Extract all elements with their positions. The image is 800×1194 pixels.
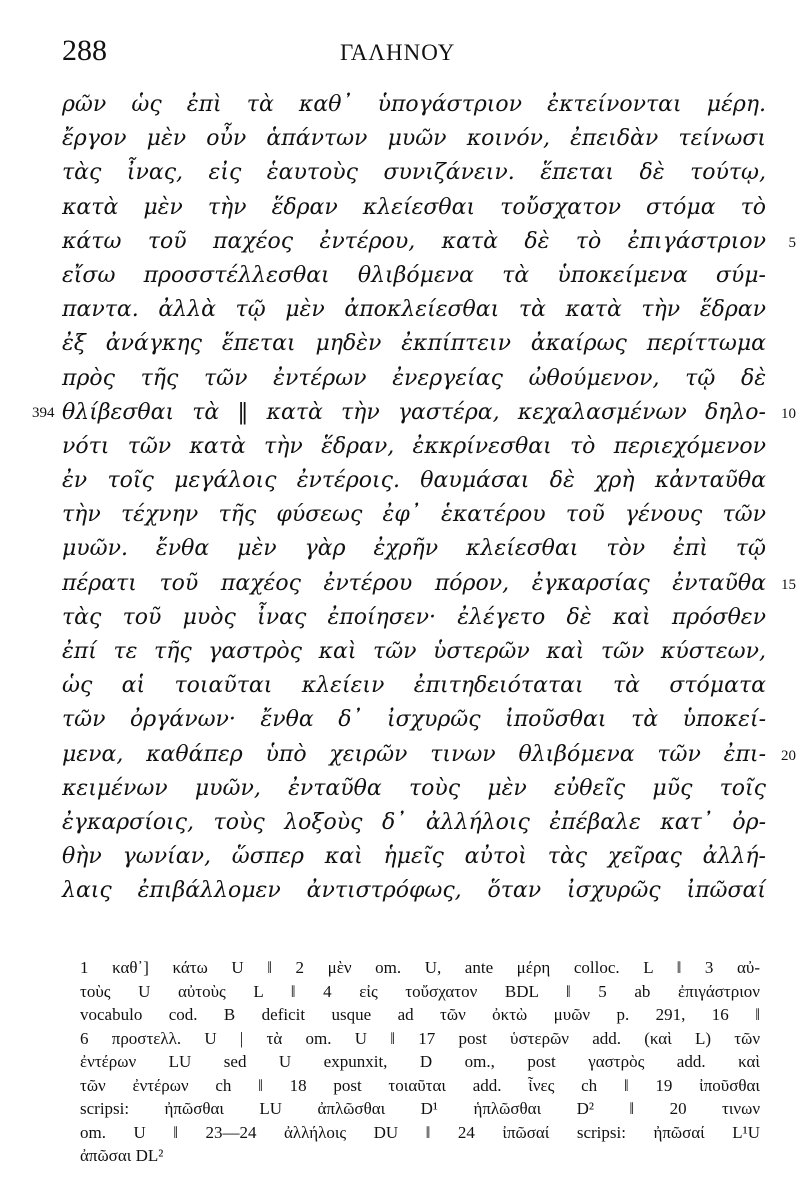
line-text: μενα, καθάπερ ὑπὸ χειρῶν τινων θλιβόμενα τῶν ἐπι- bbox=[62, 741, 766, 767]
footnote-line: om. U ‖ 23—24 ἀλλήλοις DU ‖ 24 ἰπῶσαί scripsi: ἠπῶσαί L¹U bbox=[80, 1122, 760, 1142]
footnote-line: τοὺς U αὐτοὺς L ‖ 4 εἰς τοὔσχατον BDL ‖ 5 ab ἐπιγάστριον bbox=[80, 981, 760, 1001]
text-line bbox=[62, 840, 766, 874]
footnote-line: 6 προστελλ. U | τὰ om. U ‖ 17 post ὑστερῶν add. (καὶ L) τῶν bbox=[80, 1028, 760, 1048]
line-text: νότι τῶν κατὰ τὴν ἕδραν, ἐκκρίνεσθαι τὸ περιεχόμενον bbox=[62, 433, 766, 459]
text-line bbox=[32, 396, 796, 430]
footnote-line: τῶν ἐντέρων ch ‖ 18 post τοιαῦται add. ἶνες ch ‖ 19 ἰποῦσθαι bbox=[80, 1075, 760, 1095]
line-text: ὡς αἱ τοιαῦται κλείειν ἐπιτηδειόταται τὰ στόματα bbox=[62, 673, 766, 699]
footnote-line: ἐντέρων LU sed U expunxit, D om., post γαστρὸς add. καὶ bbox=[80, 1052, 760, 1071]
line-text: εἴσω προσστέλλεσθαι θλιβόμενα τὰ ὑποκείμενα σύμ- bbox=[62, 262, 766, 288]
footnote-line: scripsi: ἠπῶσθαι LU ἀπλῶσθαι D¹ ἡπλῶσθαι D² ‖ 20 τινων bbox=[80, 1099, 760, 1118]
line-number: 10 bbox=[781, 405, 796, 422]
line-text: πέρατι τοῦ παχέος ἐντέρου πόρον, ἐγκαρσίας ἐνταῦθα bbox=[62, 570, 766, 596]
line-text: τὰς ἶνας, εἰς ἑαυτοὺς συνιζάνειν. ἕπεται δὲ τούτῳ, bbox=[62, 160, 766, 186]
edition-page-marker: 394 bbox=[32, 404, 55, 421]
text-line bbox=[62, 532, 766, 566]
text-line bbox=[62, 156, 766, 190]
line-text: ἐν τοῖς μεγάλοις ἐντέροις. θαυμάσαι δὲ χρὴ κἀνταῦθα bbox=[62, 468, 766, 494]
text-line bbox=[62, 293, 766, 327]
text-line bbox=[62, 464, 766, 498]
line-text: λαις ἐπιβάλλομεν ἀντιστρόφως, ὅταν ἰσχυρῶς ἰπῶσαί bbox=[62, 878, 766, 904]
text-line bbox=[62, 362, 766, 396]
line-text: τὴν τέχνην τῆς φύσεως ἐφ᾽ ἑκατέρου τοῦ γένους τῶν bbox=[62, 502, 766, 528]
text-line bbox=[62, 703, 766, 737]
line-number: 20 bbox=[781, 747, 796, 764]
running-title: ΓΑΛΗΝΟΥ bbox=[340, 40, 456, 65]
text-line bbox=[62, 567, 796, 601]
text-line bbox=[62, 601, 766, 635]
text-line bbox=[62, 259, 766, 293]
line-text: ρῶν ὡς ἐπὶ τὰ καθ᾽ ὑπογάστριον ἐκτείνονται μέρη. bbox=[62, 92, 766, 117]
line-text: ἔργον μὲν οὖν ἁπάντων μυῶν κοινόν, ἐπειδὰν τείνωσι bbox=[62, 126, 766, 152]
line-number: 5 bbox=[788, 234, 796, 251]
text-line bbox=[62, 772, 766, 806]
text-line bbox=[62, 430, 766, 464]
line-text: πρὸς τῆς τῶν ἐντέρων ἐνεργείας ὠθούμενον, τῷ δὲ bbox=[62, 365, 766, 391]
text-line bbox=[62, 635, 766, 669]
main-text bbox=[32, 88, 796, 909]
text-line bbox=[62, 122, 766, 156]
text-line bbox=[62, 225, 796, 259]
line-text: τὰς τοῦ μυὸς ἶνας ἐποίησεν· ἐλέγετο δὲ καὶ πρόσθεν bbox=[62, 604, 766, 630]
line-text: παντα. ἀλλὰ τῷ μὲν ἀποκλείεσθαι τὰ κατὰ τὴν ἕδραν bbox=[62, 297, 766, 323]
line-text: κατὰ μὲν τὴν ἕδραν κλείεσθαι τοὔσχατον στόμα τὸ bbox=[62, 194, 766, 220]
page-header bbox=[0, 34, 800, 74]
text-line bbox=[62, 806, 766, 840]
line-text: κάτω τοῦ παχέος ἐντέρου, κατὰ δὲ τὸ ἐπιγάστριον bbox=[62, 228, 766, 254]
line-number: 15 bbox=[781, 576, 796, 593]
text-line bbox=[62, 191, 766, 225]
line-text: ἐγκαρσίοις, τοὺς λοξοὺς δ᾽ ἀλλήλοις ἐπέβαλε κατ᾽ ὀρ- bbox=[62, 809, 766, 835]
line-text: θὴν γωνίαν, ὥσπερ καὶ ἡμεῖς αὐτοὶ τὰς χεῖρας ἀλλή- bbox=[62, 844, 766, 870]
text-line bbox=[62, 874, 766, 908]
footnote-line: vocabulo cod. B deficit usque ad τῶν ὀκτὼ μυῶν p. 291, 16 ‖ bbox=[80, 1005, 760, 1024]
page-number: 288 bbox=[62, 34, 107, 67]
text-line bbox=[62, 327, 766, 361]
text-line bbox=[62, 498, 766, 532]
line-text: κειμένων μυῶν, ἐνταῦθα τοὺς μὲν εὐθεῖς μῦς τοῖς bbox=[62, 775, 766, 801]
line-text: τῶν ὀργάνων· ἔνθα δ᾽ ἰσχυρῶς ἰποῦσθαι τὰ ὑποκεί- bbox=[62, 707, 766, 733]
critical-apparatus bbox=[80, 956, 760, 1168]
footnote-line: ἀπῶσαι DL² bbox=[80, 1146, 164, 1165]
text-line bbox=[62, 669, 766, 703]
line-text: ἐξ ἀνάγκης ἕπεται μηδὲν ἐκπίπτειν ἀκαίρως περίττωμα bbox=[62, 331, 766, 357]
text-line bbox=[62, 88, 766, 122]
footnote-line: 1 καθ᾽] κάτω U ‖ 2 μὲν om. U, ante μέρη colloc. L ‖ 3 αὐ- bbox=[80, 958, 760, 977]
text-line bbox=[62, 738, 796, 772]
line-text: θλίβεσθαι τὰ ‖ κατὰ τὴν γαστέρα, κεχαλασμένων δηλο- bbox=[62, 399, 766, 425]
line-text: ἐπί τε τῆς γαστρὸς καὶ τῶν ὑστερῶν καὶ τῶν κύστεων, bbox=[62, 639, 766, 664]
line-text: μυῶν. ἔνθα μὲν γὰρ ἐχρῆν κλείεσθαι τὸν ἐπὶ τῷ bbox=[62, 536, 766, 562]
